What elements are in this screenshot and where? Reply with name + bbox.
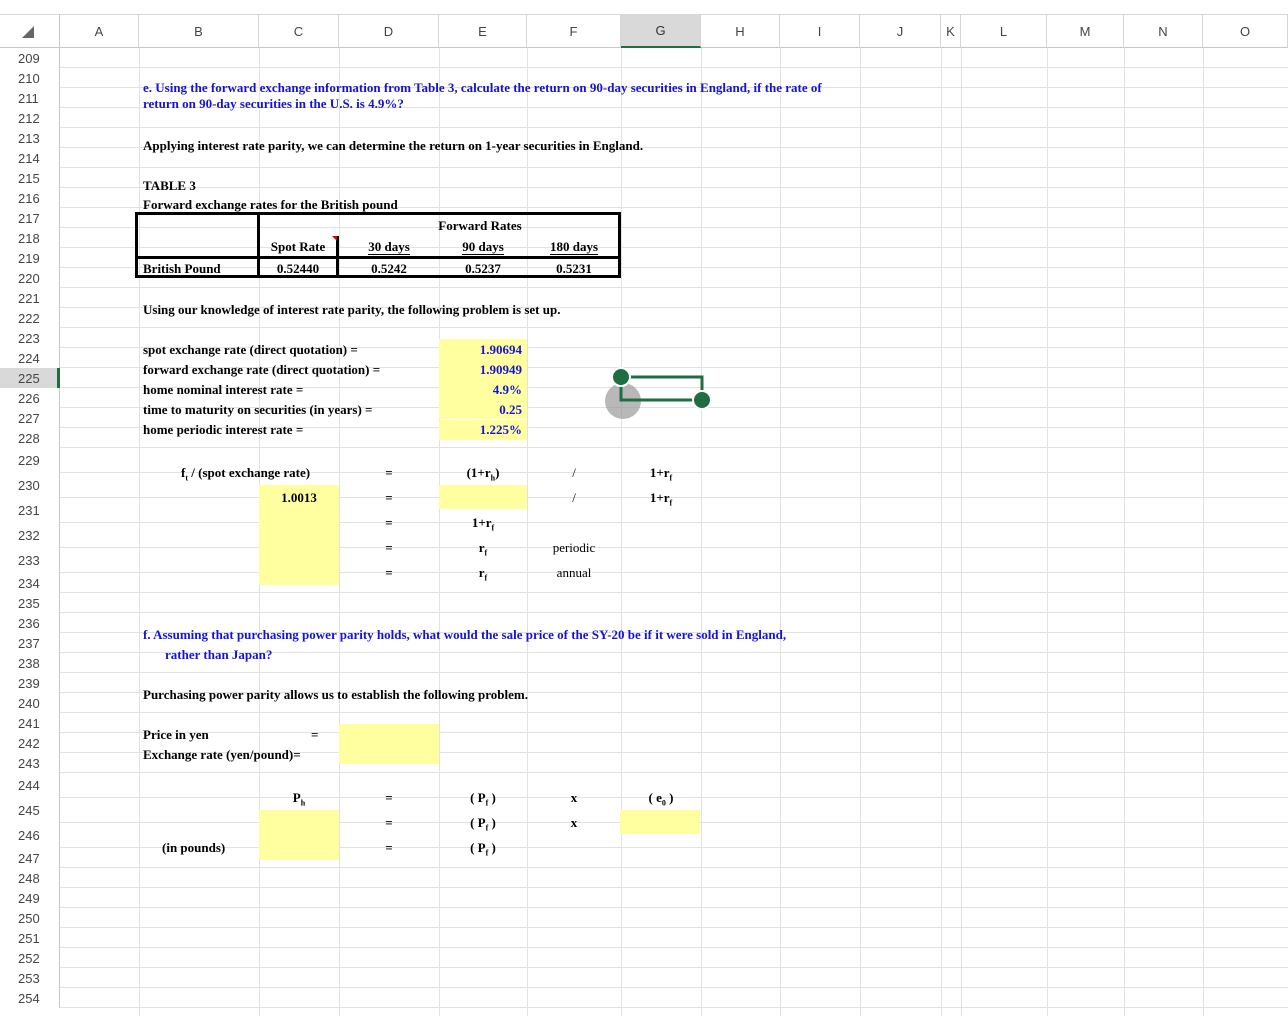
- table3-title: TABLE 3: [143, 178, 196, 193]
- row-header-234[interactable]: 234: [0, 573, 60, 593]
- ppp244-d: =: [385, 790, 393, 805]
- column-header-a[interactable]: A: [60, 14, 139, 48]
- eq232-f: periodic: [552, 540, 596, 555]
- row-header-236[interactable]: 236: [0, 613, 60, 633]
- row-header-240[interactable]: 240: [0, 693, 60, 713]
- select-all-corner[interactable]: [0, 14, 60, 48]
- eq230-c: 1.0013: [281, 490, 317, 505]
- gridline-v: [139, 48, 140, 1016]
- gridline-h: [60, 987, 1288, 988]
- row-header-232[interactable]: 232: [0, 523, 60, 548]
- input-value-home-nominal: 4.9%: [492, 382, 522, 397]
- table3-30-value: 0.5242: [371, 261, 407, 276]
- row-header-248[interactable]: 248: [0, 868, 60, 888]
- row-header-216[interactable]: 216: [0, 188, 60, 208]
- row-header-230[interactable]: 230: [0, 473, 60, 498]
- ppp244-g: ( $e_0$ ): [648, 790, 674, 808]
- ppp-price-label: Price in yen: [143, 727, 209, 742]
- gridline-h: [60, 712, 1288, 713]
- column-header-j[interactable]: J: [860, 14, 941, 48]
- gridline-v: [1203, 48, 1204, 1016]
- gridline-h: [60, 947, 1288, 948]
- row-header-228[interactable]: 228: [0, 428, 60, 448]
- gridline-h: [60, 327, 1288, 328]
- row-header-215[interactable]: 215: [0, 168, 60, 188]
- eq231-d: =: [385, 515, 393, 530]
- row-header-241[interactable]: 241: [0, 713, 60, 733]
- row-header-219[interactable]: 219: [0, 248, 60, 268]
- table3-header-30: 30 days: [368, 239, 410, 254]
- table3-forward-header: Forward Rates: [438, 218, 522, 233]
- table3-divider-h: [135, 256, 621, 259]
- gridline-h: [60, 887, 1288, 888]
- row-header-211[interactable]: 211: [0, 88, 60, 108]
- gridline-h: [60, 287, 1288, 288]
- input-label-home-nominal: home nominal interest rate =: [143, 382, 304, 397]
- row-header-237[interactable]: 237: [0, 633, 60, 653]
- input-value-time: 0.25: [499, 402, 522, 417]
- gridline-v: [961, 48, 962, 1016]
- eq233-e: $r_f$: [478, 565, 488, 583]
- gridline-h: [60, 447, 1288, 448]
- table3-90-value: 0.5237: [465, 261, 501, 276]
- row-header-214[interactable]: 214: [0, 148, 60, 168]
- table3-spot-value: 0.52440: [276, 261, 320, 276]
- gridline-h: [60, 572, 1288, 573]
- gridline-h: [60, 592, 1288, 593]
- table3-row-label: British Pound: [143, 261, 221, 276]
- gridline-v: [339, 48, 340, 1016]
- ppp244-c: $P_h$: [292, 790, 306, 808]
- ppp244-e: ( $P_f$ ): [470, 790, 496, 808]
- gridline-h: [60, 67, 1288, 68]
- question-f-line1: f. Assuming that purchasing power parity holds, what would the sale price of the SY-20 be if it were sold in England,: [143, 627, 787, 642]
- gridline-v: [1124, 48, 1125, 1016]
- row-header-253[interactable]: 253: [0, 968, 60, 988]
- gridline-h: [60, 522, 1288, 523]
- table3-header-spot: Spot Rate: [270, 239, 326, 254]
- column-header-g[interactable]: G: [621, 14, 701, 48]
- gridline-h: [60, 547, 1288, 548]
- row-header-210[interactable]: 210: [0, 68, 60, 88]
- row-header-247[interactable]: 247: [0, 848, 60, 868]
- row-header-231[interactable]: 231: [0, 498, 60, 523]
- question-e-line1: e. Using the forward exchange information from Table 3, calculate the return on 90-day securities in England, if the rate of: [143, 80, 822, 95]
- row-header-235[interactable]: 235: [0, 593, 60, 613]
- gridline-h: [60, 167, 1288, 168]
- gridline-h: [60, 927, 1288, 928]
- input-value-spot: 1.90694: [479, 342, 522, 357]
- column-header-h[interactable]: H: [701, 14, 780, 48]
- gridline-h: [60, 907, 1288, 908]
- row-header-244[interactable]: 244: [0, 773, 60, 798]
- gridline-h: [60, 672, 1288, 673]
- row-header-226[interactable]: 226: [0, 388, 60, 408]
- column-header-k[interactable]: K: [941, 14, 961, 48]
- eq229-c: $f_t$ / (spot exchange rate): [181, 465, 311, 483]
- eq231-e: $1+r_f$: [471, 515, 495, 533]
- row-header-252[interactable]: 252: [0, 948, 60, 968]
- selection-handle-end[interactable]: [693, 391, 711, 409]
- gridline-v: [860, 48, 861, 1016]
- selection-handle-start[interactable]: [612, 368, 630, 386]
- ppp-exchange-label: Exchange rate (yen/pound)=: [143, 747, 301, 762]
- column-header-o[interactable]: O: [1203, 14, 1288, 48]
- eq232-d: =: [385, 540, 393, 555]
- select-all-triangle-icon: [22, 26, 34, 38]
- row-header-218[interactable]: 218: [0, 228, 60, 248]
- answer-cell-e230[interactable]: [439, 485, 527, 509]
- gridline-v: [941, 48, 942, 1016]
- gridline-v: [701, 48, 702, 1016]
- eq229-e: $(1+r_h)$: [466, 465, 500, 483]
- eq230-f: /: [572, 490, 576, 505]
- row-header-238[interactable]: 238: [0, 653, 60, 673]
- row-header-254[interactable]: 254: [0, 988, 60, 1008]
- answer-cell-g245[interactable]: [620, 810, 700, 834]
- input-label-spot: spot exchange rate (direct quotation) =: [143, 342, 358, 357]
- row-header-233[interactable]: 233: [0, 548, 60, 573]
- input-value-forward: 1.90949: [479, 362, 522, 377]
- row-header-223[interactable]: 223: [0, 328, 60, 348]
- row-header-245[interactable]: 245: [0, 798, 60, 823]
- table3-header-180: 180 days: [549, 239, 599, 254]
- gridline-h: [60, 867, 1288, 868]
- ppp246-d: =: [385, 840, 393, 855]
- gridline-h: [60, 127, 1288, 128]
- eq233-d: =: [385, 565, 393, 580]
- gridline-h: [60, 612, 1288, 613]
- table3-subtitle: Forward exchange rates for the British pound: [143, 197, 398, 212]
- gridline-h: [60, 847, 1288, 848]
- row-header-221[interactable]: 221: [0, 288, 60, 308]
- column-header-d[interactable]: D: [339, 14, 439, 48]
- column-header-e[interactable]: E: [439, 14, 527, 48]
- gridline-v: [527, 48, 528, 1016]
- row-header-251[interactable]: 251: [0, 928, 60, 948]
- input-label-time: time to maturity on securities (in years) =: [143, 402, 373, 417]
- row-header-249[interactable]: 249: [0, 888, 60, 908]
- selection-handles[interactable]: [600, 365, 715, 425]
- gridline-h: [60, 1007, 1288, 1008]
- ppp244-f: x: [570, 790, 578, 805]
- row-header-217[interactable]: 217: [0, 208, 60, 228]
- answer-cell-c245-c246[interactable]: [259, 810, 339, 860]
- question-f-line2: rather than Japan?: [165, 647, 273, 662]
- input-value-periodic: 1.225%: [479, 422, 522, 437]
- input-label-forward: forward exchange rate (direct quotation) =: [143, 362, 381, 377]
- setup-text: Using our knowledge of interest rate parity, the following problem is set up.: [143, 302, 561, 317]
- gridline-h: [60, 732, 1288, 733]
- row-header-227[interactable]: 227: [0, 408, 60, 428]
- row-header-229[interactable]: 229: [0, 448, 60, 473]
- row-header-242[interactable]: 242: [0, 733, 60, 753]
- row-header-224[interactable]: 224: [0, 348, 60, 368]
- eq229-d: =: [385, 465, 393, 480]
- row-header-225[interactable]: 225: [0, 368, 60, 388]
- ppp245-e: ( $P_f$ ): [470, 815, 496, 833]
- answer-cell-d241-e242[interactable]: [339, 724, 439, 764]
- column-header-m[interactable]: M: [1047, 14, 1124, 48]
- eq230-g: $1+r_f$: [649, 490, 673, 508]
- row-header-250[interactable]: 250: [0, 908, 60, 928]
- row-header-239[interactable]: 239: [0, 673, 60, 693]
- eq230-d: =: [385, 490, 393, 505]
- gridline-v: [1047, 48, 1048, 1016]
- row-header-243[interactable]: 243: [0, 753, 60, 773]
- eq229-f: /: [572, 465, 576, 480]
- ppp246-b: (in pounds): [162, 840, 226, 855]
- gridline-h: [60, 187, 1288, 188]
- gridline-h: [60, 772, 1288, 773]
- ppp-intro: Purchasing power parity allows us to establish the following problem.: [143, 687, 528, 702]
- ppp246-e: ( $P_f$ ): [470, 840, 496, 858]
- eq232-e: $r_f$: [478, 540, 488, 558]
- row-header-246[interactable]: 246: [0, 823, 60, 848]
- irp-intro: Applying interest rate parity, we can determine the return on 1-year securities in England.: [143, 138, 644, 153]
- column-header-c[interactable]: C: [259, 14, 339, 48]
- question-e-line2: return on 90-day securities in the U.S. is 4.9%?: [143, 96, 404, 111]
- row-header-213[interactable]: 213: [0, 128, 60, 148]
- gridline-h: [60, 967, 1288, 968]
- row-header-220[interactable]: 220: [0, 268, 60, 288]
- row-header-212[interactable]: 212: [0, 108, 60, 128]
- gridline-v: [621, 48, 622, 1016]
- input-label-periodic: home periodic interest rate =: [143, 422, 304, 437]
- row-header-222[interactable]: 222: [0, 308, 60, 328]
- ppp-price-eq: =: [311, 727, 319, 742]
- gridline-v: [780, 48, 781, 1016]
- table3-180-value: 0.5231: [556, 261, 592, 276]
- eq233-f: annual: [556, 565, 592, 580]
- column-header-l[interactable]: L: [961, 14, 1047, 48]
- comment-marker: [332, 236, 337, 241]
- column-header-n[interactable]: N: [1124, 14, 1203, 48]
- column-header-i[interactable]: I: [780, 14, 860, 48]
- row-header-209[interactable]: 209: [0, 48, 60, 68]
- eq229-g: $1+r_f$: [649, 465, 673, 483]
- column-header-b[interactable]: B: [139, 14, 259, 48]
- ppp245-d: =: [385, 815, 393, 830]
- ppp245-f: x: [570, 815, 578, 830]
- column-header-f[interactable]: F: [527, 14, 621, 48]
- table3-header-90: 90 days: [462, 239, 504, 254]
